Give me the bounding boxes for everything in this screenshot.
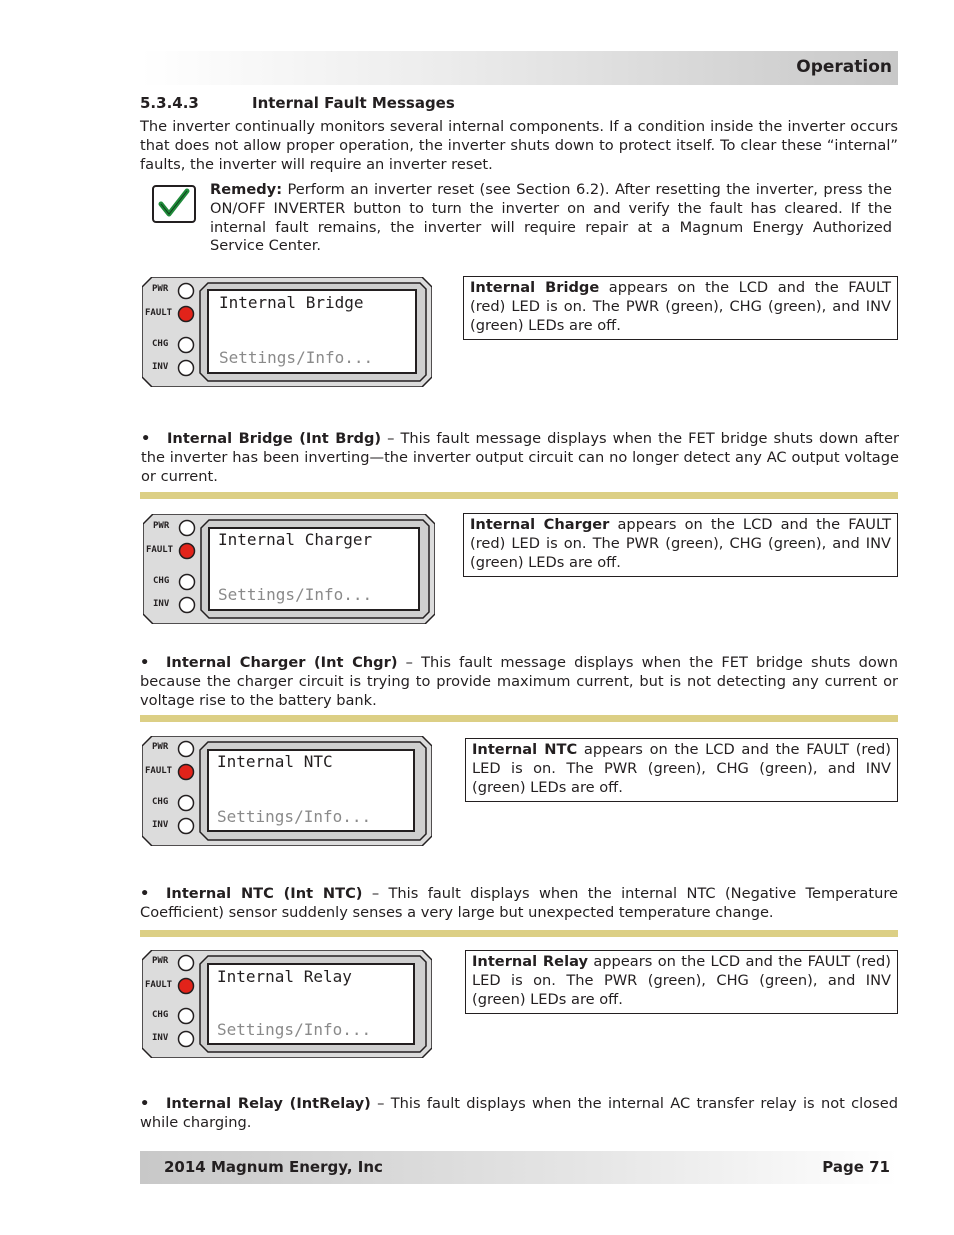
info-box-text: appears on the LCD and the FAULT (red) LED is on. The PWR (green), CHG (green), and INV (green) LEDs are off. xyxy=(470,516,891,571)
lcd-line-2: Settings/Info... xyxy=(219,348,374,367)
bullet-paragraph xyxy=(141,430,899,486)
bullet-title: Internal Relay (IntRelay) xyxy=(166,1095,371,1112)
inv-led xyxy=(179,819,194,834)
fault-led xyxy=(180,544,195,559)
inv-led xyxy=(179,361,194,376)
fault-label: FAULT xyxy=(145,308,173,318)
pwr-label: PWR xyxy=(152,284,169,294)
chg-led xyxy=(179,1009,194,1024)
lcd-line-1: Internal Charger xyxy=(218,530,373,549)
bullet-icon: • xyxy=(140,1095,150,1112)
page-header xyxy=(140,51,898,85)
inv-label: INV xyxy=(153,599,170,609)
fault-led xyxy=(179,307,194,322)
fault-led xyxy=(179,765,194,780)
header-title: Operation xyxy=(796,57,892,77)
lcd-line-2: Settings/Info... xyxy=(218,585,373,604)
info-box-title: Internal Bridge xyxy=(470,279,600,296)
section-divider xyxy=(140,715,898,722)
info-box-title: Internal Relay xyxy=(472,953,588,970)
section-title: Internal Fault Messages xyxy=(252,94,455,112)
bullet-icon: • xyxy=(141,430,151,447)
remote-panel xyxy=(142,277,432,385)
info-box xyxy=(465,950,898,1014)
bullet-paragraph xyxy=(140,1095,898,1133)
remote-panel xyxy=(142,736,432,844)
remedy-text: Perform an inverter reset (see Section 6.2). After resetting the inverter, press the ON/OFF INVERTER button to turn the inverter on and verify the fault has cleared. If the internal fault remains, the inverter will require repair at a Magnum Energy Authorized Service Center. xyxy=(210,181,892,255)
pwr-led xyxy=(179,742,194,757)
bullet-text: – This fault message displays when the FET bridge shuts down because the charger circuit is trying to provide maximum current, but is not detecting any current or voltage rise to the battery bank. xyxy=(140,654,898,709)
chg-label: CHG xyxy=(152,339,169,349)
info-box xyxy=(463,276,898,340)
checkmark-icon xyxy=(152,185,196,223)
inv-led xyxy=(180,598,195,613)
chg-led xyxy=(179,338,194,353)
fault-label: FAULT xyxy=(145,980,173,990)
bullet-title: Internal Bridge (Int Brdg) xyxy=(167,430,382,447)
footer-copyright: 2014 Magnum Energy, Inc xyxy=(164,1158,383,1176)
lcd-line-2: Settings/Info... xyxy=(217,1020,372,1039)
lcd-line-2: Settings/Info... xyxy=(217,807,372,826)
section-heading xyxy=(140,94,455,112)
chg-label: CHG xyxy=(152,1010,169,1020)
remote-panel xyxy=(143,514,433,622)
fault-label: FAULT xyxy=(145,766,173,776)
lcd-line-1: Internal Bridge xyxy=(219,293,364,312)
bullet-text: – This fault message displays when the FET bridge shuts down after the inverter has been inverting—the inverter output circuit can no longer detect any AC output voltage or current. xyxy=(141,430,899,485)
info-box-title: Internal NTC xyxy=(472,741,578,758)
info-box-text: appears on the LCD and the FAULT (red) LED is on. The PWR (green), CHG (green), and INV (green) LEDs are off. xyxy=(472,741,892,796)
lcd-line-1: Internal Relay xyxy=(217,967,352,986)
bullet-title: Internal NTC (Int NTC) xyxy=(166,885,363,902)
pwr-led xyxy=(179,284,194,299)
chg-led xyxy=(179,796,194,811)
info-box-text: appears on the LCD and the FAULT (red) LED is on. The PWR (green), CHG (green), and INV (green) LEDs are off. xyxy=(472,953,891,1008)
info-box xyxy=(463,513,898,577)
bullet-title: Internal Charger (Int Chgr) xyxy=(166,654,398,671)
pwr-label: PWR xyxy=(153,521,170,531)
inv-label: INV xyxy=(152,362,169,372)
info-box-title: Internal Charger xyxy=(470,516,610,533)
fault-led xyxy=(179,979,194,994)
inv-label: INV xyxy=(152,1033,169,1043)
bullet-text: – This fault displays when the internal AC transfer relay is not closed while charging. xyxy=(140,1095,898,1131)
info-box xyxy=(465,738,898,802)
fault-label: FAULT xyxy=(146,545,174,555)
page-number: Page 71 xyxy=(822,1158,890,1176)
pwr-led xyxy=(180,521,195,536)
intro-paragraph: The inverter continually monitors several internal components. If a condition inside the inverter occurs that does not allow proper operation, the inverter shuts down to protect itself. To clear these “internal” faults, the inverter will require an inverter reset. xyxy=(140,118,898,173)
bullet-text: – This fault displays when the internal NTC (Negative Temperature Coefficient) sensor suddenly senses a very large but unexpected temperature change. xyxy=(140,885,898,921)
remedy-label: Remedy: xyxy=(210,181,283,198)
section-divider xyxy=(140,492,898,499)
pwr-label: PWR xyxy=(152,742,169,752)
inv-led xyxy=(179,1032,194,1047)
bullet-icon: • xyxy=(140,885,150,902)
pwr-led xyxy=(179,956,194,971)
chg-led xyxy=(180,575,195,590)
bullet-icon: • xyxy=(140,654,150,671)
info-box-text: appears on the LCD and the FAULT (red) LED is on. The PWR (green), CHG (green), and INV (green) LEDs are off. xyxy=(470,279,891,334)
section-number: 5.3.4.3 xyxy=(140,94,199,112)
pwr-label: PWR xyxy=(152,956,169,966)
chg-label: CHG xyxy=(153,576,170,586)
section-divider xyxy=(140,930,898,937)
inv-label: INV xyxy=(152,820,169,830)
chg-label: CHG xyxy=(152,797,169,807)
bullet-paragraph xyxy=(140,885,898,923)
remote-panel xyxy=(142,950,432,1058)
remedy-paragraph xyxy=(210,181,892,256)
lcd-line-1: Internal NTC xyxy=(217,752,333,771)
bullet-paragraph xyxy=(140,654,898,710)
page-footer xyxy=(140,1151,898,1184)
